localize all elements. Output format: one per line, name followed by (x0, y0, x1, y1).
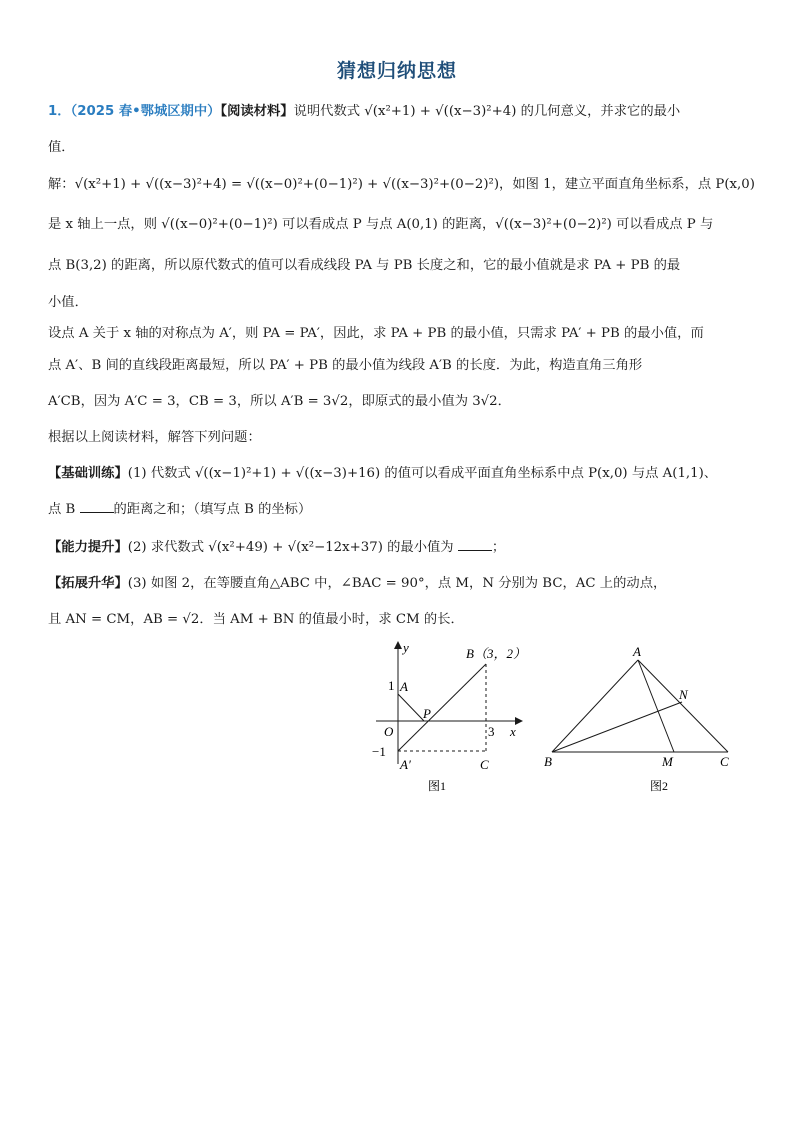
part2-text: (2) 求代数式 √(x²+49) + √(x²−12x+37) 的最小值为 (127, 540, 458, 555)
question-line-1 (48, 102, 768, 122)
section-tag-ability: 【能力提升】 (48, 540, 128, 555)
part1-text: (1) 代数式 √((x−1)²+1) + √((x−3)+16) 的值可以看成平面直角坐标系中点 P(x,0) 与点 A(1,1)、 (127, 466, 718, 481)
side-A-B (552, 660, 638, 752)
solution-line-2: 是 x 轴上一点，则 √((x−0)²+(0−1)²) 可以看成点 P 与点 A(0,1) 的距离，√((x−3)²+(0−2)²) 可以看成点 P 与 (48, 217, 714, 232)
answer-blank-2[interactable] (458, 538, 492, 551)
section-tag-basic: 【基础训练】 (48, 466, 128, 481)
segment-B-N (552, 702, 682, 752)
label-neg-one: −1 (372, 744, 386, 759)
label-C: C (720, 754, 729, 769)
label-A: A (633, 644, 641, 659)
label-N: N (679, 687, 688, 702)
label-B: B (544, 754, 552, 769)
part1-prefix: 点 B (48, 502, 80, 517)
label-three: 3 (488, 724, 495, 739)
part3-line-1 (48, 574, 768, 594)
question-number: 1． (48, 104, 71, 119)
part3-text: (3) 如图 2，在等腰直角△ABC 中，∠BAC = 90°，点 M，N 分别为 BC，AC 上的动点， (127, 576, 667, 591)
solution-line-4: 小值． (48, 295, 88, 310)
label-M: M (662, 754, 673, 769)
label-y: y (403, 640, 409, 655)
part1-line-1 (48, 464, 768, 484)
label-C: C (480, 757, 489, 772)
solution-line-3: 点 B(3,2) 的距离，所以原代数式的值可以看成线段 PA 与 PB 长度之和，它的最小值就是求 PA + PB 的最 (48, 258, 681, 273)
figure-1 (360, 636, 540, 796)
part2-end: ； (491, 540, 506, 555)
section-tag-extension: 【拓展升华】 (48, 576, 128, 591)
part1-suffix: 的距离之和；（填写点 B 的坐标） (113, 502, 312, 517)
question-text: 说明代数式 √(x²+1) + √((x−3)²+4) 的几何意义，并求它的最小 (293, 104, 681, 119)
section-tag-reading: 【阅读材料】 (220, 104, 294, 119)
answer-blank-1[interactable] (80, 500, 114, 513)
segment-A-P (398, 694, 424, 721)
segment-A-M (638, 660, 674, 752)
label-B: B（3，2） (466, 646, 526, 661)
figure-1-caption: 图1 (428, 779, 447, 793)
part2-line (48, 538, 768, 558)
label-A: A (400, 679, 408, 694)
label-P: P (423, 706, 431, 721)
label-x: x (510, 724, 516, 739)
side-A-C (638, 660, 728, 752)
part1-line-2 (48, 500, 768, 520)
question-line-2: 值． (48, 140, 75, 155)
page-title: 猜想归纳思想 (336, 60, 457, 82)
question-source: （2025 春•鄂城区期中） (70, 104, 221, 119)
instruction-line: 根据以上阅读材料，解答下列问题： (48, 430, 261, 445)
solution-line-1: 解：√(x²+1) + √((x−3)²+4) = √((x−0)²+(0−1)²) + √((x−3)²+(0−2)²)，如图 1，建立平面直角坐标系，点 P(x,0) (48, 177, 755, 192)
solution-line-5: 设点 A 关于 x 轴的对称点为 A′，则 PA = PA′，因此，求 PA + PB 的最小值，只需求 PA′ + PB 的最小值，而 (48, 326, 704, 341)
figure-2-caption: 图2 (650, 779, 669, 793)
solution-line-7: A′CB，因为 A′C = 3，CB = 3，所以 A′B = 3√2，即原式的最小值为 3√2． (48, 394, 511, 409)
figure-2 (538, 642, 746, 796)
label-one: 1 (388, 678, 395, 693)
solution-line-6: 点 A′、B 间的直线段距离最短，所以 PA′ + PB 的最小值为线段 A′B 的长度．为此，构造直角三角形 (48, 358, 643, 373)
label-origin: O (384, 724, 394, 739)
label-A-prime: A′ (400, 757, 411, 772)
part3-line-2: 且 AN = CM，AB = √2．当 AM + BN 的值最小时，求 CM 的长． (48, 612, 464, 627)
